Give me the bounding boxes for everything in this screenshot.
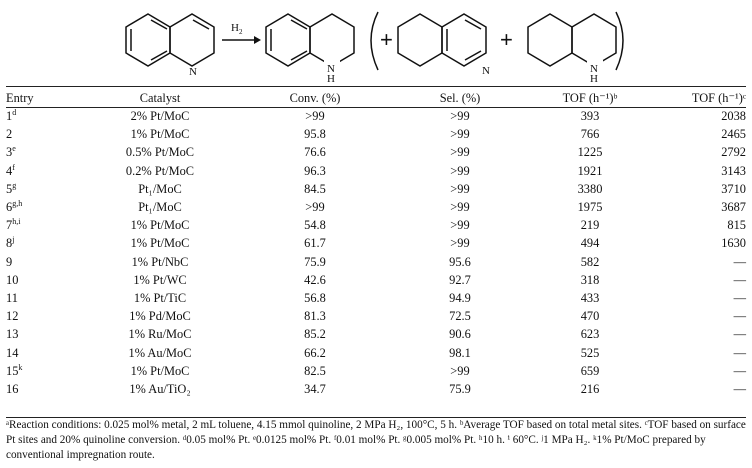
cell-cat: 1% Ru/MoC [128,327,192,342]
cell-cat: 1% Pt/MoC [130,127,190,142]
cell-cat: 0.2% Pt/MoC [125,163,195,178]
cell-tof2: 815 [727,218,746,233]
table-row [6,253,746,271]
entry-footnote-mark: g,h [12,198,23,208]
cell-tof1: 659 [580,363,600,378]
cell-tof1: 1921 [577,163,603,178]
cell-conv: 42.6 [304,272,326,287]
cell-entry [6,143,80,161]
cell-tof1: 1225 [577,145,603,160]
cell-tof1: 393 [580,109,600,124]
cell-tof2: — [733,290,746,305]
cell-conv: 56.8 [304,290,326,305]
cell-entry [6,216,80,234]
table-body [6,107,746,398]
cell-entry [6,198,80,216]
table-row [6,325,746,343]
entry-number: 13 [6,327,19,342]
cell-tof2: 3143 [721,163,746,178]
cell-cat: 1% Pt/NbC [131,254,189,269]
entry-footnote-mark: g [12,180,17,190]
table-row [6,271,746,289]
cell-conv: 82.5 [304,363,326,378]
table-row [6,180,746,198]
cell-conv: 61.7 [304,236,326,251]
table-row [6,143,746,161]
entry-number: 6 [6,200,13,215]
header-tof-surface: TOF (h⁻¹)ᶜ [691,90,746,105]
table-row [6,343,746,361]
svg-text:H: H [327,73,335,85]
quinoline-n-label: N [189,66,197,78]
cell-entry [6,380,80,398]
entry-number: 8 [6,236,13,251]
table-row [6,125,746,143]
cell-entry [6,253,80,271]
cell-sel: >99 [450,218,470,233]
cell-cat: Pt₁/MoC [138,181,182,196]
cell-tof2: — [733,309,746,324]
svg-text:2: 2 [239,28,243,36]
cell-tof1: 219 [580,218,600,233]
cell-sel: 98.1 [449,345,471,360]
cell-sel: 90.6 [449,327,471,342]
decahydroquinoline-structure [528,14,616,66]
cell-entry [6,343,80,361]
entry-number: 11 [6,290,18,305]
entry-footnote-mark: k [18,362,23,372]
entry-number: 3 [6,145,13,160]
table-row [6,216,746,234]
cell-sel: >99 [450,109,470,124]
cell-conv: 66.2 [304,345,326,360]
cell-entry [6,325,80,343]
tetrahydroquinoline-structure [266,14,354,66]
cell-conv: 81.3 [304,309,326,324]
cell-tof1: 216 [580,381,600,396]
cell-entry [6,125,80,143]
entry-number: 7 [6,218,13,233]
cell-tof2: — [733,327,746,342]
entry-number: 12 [6,309,19,324]
cell-conv: 54.8 [304,218,326,233]
cell-tof2: 2465 [721,127,746,142]
cell-tof1: 470 [580,309,600,324]
cell-sel: >99 [450,236,470,251]
cell-entry [6,234,80,252]
cell-tof1: 1975 [577,200,603,215]
cell-entry [6,362,80,380]
cell-tof1: 525 [580,345,600,360]
entry-footnote-mark: e [12,144,16,154]
cell-tof2: — [733,381,746,396]
cell-entry [6,289,80,307]
cell-sel: >99 [450,163,470,178]
table-row [6,198,746,216]
cell-entry [6,271,80,289]
cell-entry [6,180,80,198]
cell-cat: 2% Pt/MoC [130,109,190,124]
cell-conv: 96.3 [304,163,326,178]
cell-tof2: 3710 [721,181,746,196]
cell-cat: 1% Pt/MoC [130,218,190,233]
cell-sel: >99 [450,145,470,160]
cell-conv: >99 [305,109,325,124]
cell-cat: 1% Pt/MoC [130,363,190,378]
cell-conv: 76.6 [304,145,326,160]
cell-sel: 72.5 [449,309,471,324]
cell-tof1: 582 [580,254,600,269]
svg-text:N: N [327,63,335,75]
svg-text:N: N [482,65,490,77]
cell-tof2: — [733,272,746,287]
cell-tof2: 2792 [721,145,746,160]
cell-sel: >99 [450,181,470,196]
cell-sel: >99 [450,200,470,215]
table-row [6,362,746,380]
cell-tof1: 623 [580,327,600,342]
entry-number: 16 [6,381,19,396]
table-row [6,107,746,125]
entry-number: 14 [6,345,19,360]
svg-text:N: N [590,63,598,75]
table-row [6,162,746,180]
cell-conv: 75.9 [304,254,326,269]
cell-tof1: 318 [580,272,600,287]
cell-tof2: — [733,363,746,378]
cell-sel: 94.9 [449,290,471,305]
cell-sel: 75.9 [449,381,471,396]
reaction-scheme [0,0,752,86]
table-row [6,234,746,252]
entry-footnote-mark: d [12,107,17,117]
header-row [6,88,746,107]
results-table [6,88,746,398]
table-row [6,307,746,325]
entry-footnote-mark: f [12,162,15,172]
cell-cat: 1% Pt/TiC [133,290,187,305]
entry-footnote-mark: h,i [12,217,21,227]
entry-number: 2 [6,127,13,142]
cell-conv: 85.2 [304,327,326,342]
cell-cat: 0.5% Pt/MoC [125,145,195,160]
entry-footnote-mark: j [12,235,15,245]
quinoline-structure [126,14,214,66]
cell-tof1: 3380 [577,181,603,196]
cell-entry [6,107,80,125]
right-paren [616,12,623,70]
cell-cat: 1% Au/TiO₂ [129,381,191,396]
header-conversion: Conv. (%) [289,90,341,105]
cell-tof2: 1630 [721,236,746,251]
plus-sign-1: + [380,27,393,52]
entry-number: 5 [6,181,13,196]
cell-tof1: 766 [580,127,600,142]
table-row [6,289,746,307]
svg-text:H: H [590,73,598,85]
header-entry: Entry [6,90,34,105]
cell-cat: 1% Pd/MoC [129,309,191,324]
header-tof-average: TOF (h⁻¹)ᵇ [562,90,618,105]
entry-number: 10 [6,272,19,287]
plus-sign-2: + [500,27,513,52]
cell-sel: 95.6 [449,254,471,269]
cell-sel: >99 [450,363,470,378]
entry-number: 9 [6,254,13,269]
cell-sel: >99 [450,127,470,142]
cell-sel: 92.7 [449,272,471,287]
table-row [6,380,746,398]
cell-cat: 1% Au/MoC [128,345,192,360]
cell-tof2: — [733,345,746,360]
cell-cat: 1% Pt/WC [133,272,187,287]
svg-text:H: H [231,22,239,34]
cell-tof2: — [733,254,746,269]
cell-conv: 84.5 [304,181,326,196]
cell-cat: Pt₁/MoC [138,200,182,215]
cell-conv: 34.7 [304,381,326,396]
cell-entry [6,162,80,180]
cell-tof2: 3687 [721,200,746,215]
cell-tof1: 433 [580,290,600,305]
entry-number: 1 [6,109,13,124]
cell-conv: >99 [305,200,325,215]
header-selectivity: Sel. (%) [439,90,481,105]
tetrahydroquinoline-isomer-structure [398,14,486,66]
footnotes: ᵃReaction conditions: 0.025 mol% metal, 2 mL toluene, 4.15 mmol quinoline, 2 MPa H₂, 100°C, 5 h. ᵇAverage TOF based on total metal sites. ᶜTOF based on surface Pt sites and 20% quinoline conversion. ᵈ0.05 mol% Pt. ᵉ0.0125 mol% Pt. ᶠ0.01 mol% Pt. ᵍ0.005 mol% Pt. ʰ10 h. ⁱ 60°C. ʲ1 MPa H₂. ᵏ1% Pt/MoC prepared by conventional impregnation route. [6,419,746,461]
entry-number: 15 [6,363,19,378]
cell-cat: 1% Pt/MoC [130,236,190,251]
cell-entry [6,307,80,325]
cell-conv: 95.8 [304,127,326,142]
cell-tof1: 494 [580,236,600,251]
cell-tof2: 2038 [721,109,746,124]
entry-number: 4 [6,163,13,178]
top-rule [6,86,746,87]
left-paren [371,12,378,70]
header-catalyst: Catalyst [139,90,181,105]
